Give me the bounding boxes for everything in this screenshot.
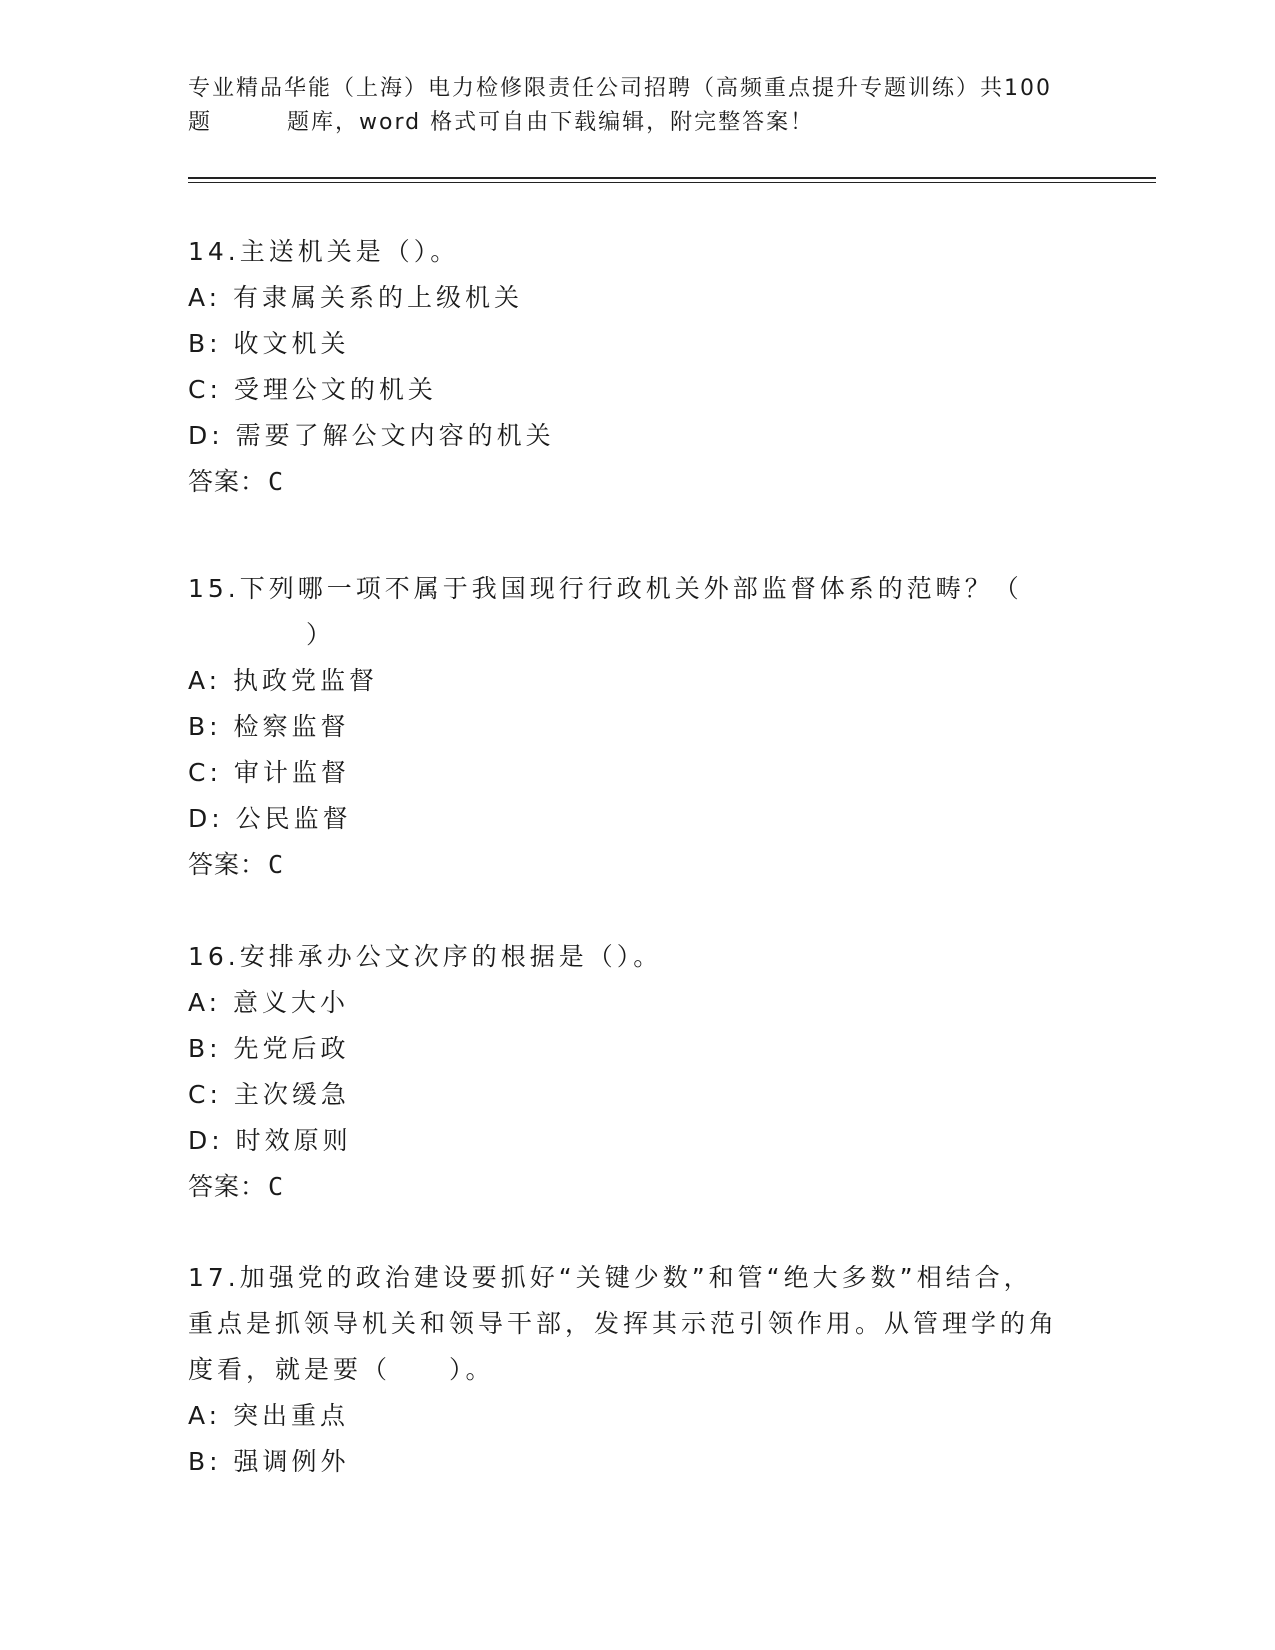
option-a: A: 突出重点: [188, 1401, 350, 1430]
option-a: A: 有隶属关系的上级机关: [188, 283, 524, 312]
question-16: [188, 934, 1068, 1210]
header-title-line-2-left: 题: [188, 110, 213, 135]
question-stem: 16.安排承办公文次序的根据是（）。: [188, 942, 663, 971]
answer-value: C: [268, 850, 285, 879]
answer-label: 答案：: [188, 1172, 267, 1201]
question-stem-line-3: 度看，就是要（ ）。: [188, 1355, 495, 1384]
question-14: [188, 229, 1068, 505]
answer: [188, 1164, 1068, 1210]
option-c: C: 审计监督: [188, 758, 350, 787]
header-title-line-2-right: 题库，word 格式可自由下载编辑，附完整答案！: [287, 110, 815, 135]
question-stem: 15.下列哪一项不属于我国现行行政机关外部监督体系的范畴？（: [188, 574, 1023, 603]
answer-value: C: [268, 467, 285, 496]
question-15: [188, 566, 1068, 888]
question-stem: 14.主送机关是（）。: [188, 237, 460, 266]
option-b: B: 收文机关: [188, 329, 350, 358]
header-title-line-1: 专业精品华能（上海）电力检修限责任公司招聘（高频重点提升专题训练）共100: [188, 76, 1052, 101]
option-a: A: 执政党监督: [188, 666, 379, 695]
option-b: B: 先党后政: [188, 1034, 350, 1063]
option-d: D: 需要了解公文内容的机关: [188, 421, 555, 450]
header-divider-thick: [188, 177, 1156, 179]
option-c: C: 主次缓急: [188, 1080, 350, 1109]
answer: [188, 459, 1068, 505]
question-stem-line-1: 17.加强党的政治建设要抓好“关键少数”和管“绝大多数”相结合，: [188, 1263, 1033, 1292]
option-a: A: 意义大小: [188, 988, 350, 1017]
option-c: C: 受理公文的机关: [188, 375, 437, 404]
question-stem-continued: ）: [306, 620, 336, 649]
answer-label: 答案：: [188, 467, 267, 496]
answer-value: C: [268, 1172, 285, 1201]
question-17: [188, 1255, 1068, 1485]
header-divider-thin: [188, 182, 1156, 183]
answer-label: 答案：: [188, 850, 267, 879]
option-b: B: 检察监督: [188, 712, 350, 741]
question-stem-line-2: 重点是抓领导机关和领导干部，发挥其示范引领作用。从管理学的角: [188, 1309, 1059, 1338]
option-d: D: 时效原则: [188, 1126, 352, 1155]
document-header: [188, 72, 1088, 140]
option-b: B: 强调例外: [188, 1447, 350, 1476]
header-title-line-2: [188, 106, 1088, 140]
option-d: D: 公民监督: [188, 804, 352, 833]
answer: [188, 842, 1068, 888]
